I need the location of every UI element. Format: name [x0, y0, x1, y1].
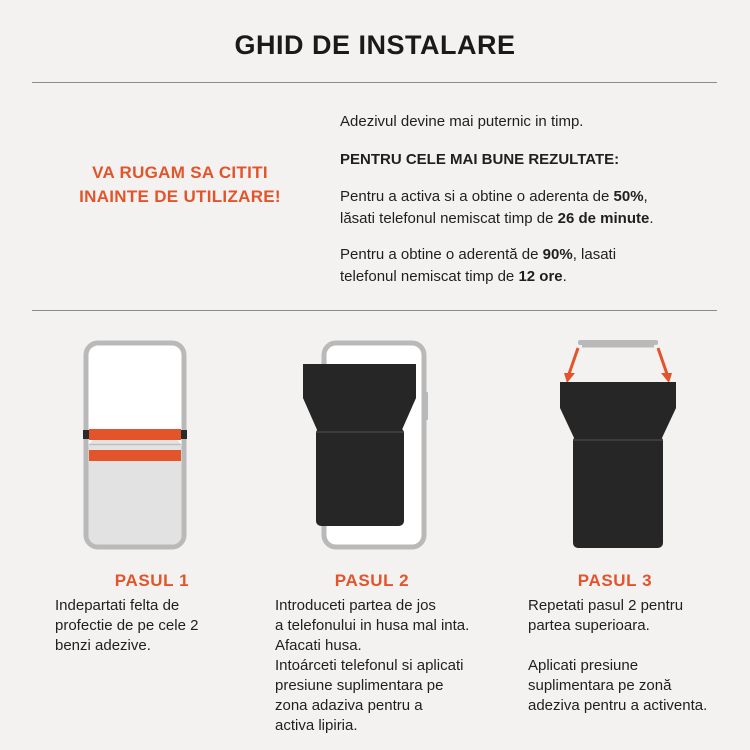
- pouch-body: [573, 436, 663, 548]
- divider-middle: [32, 310, 717, 311]
- adhesive-strip-lower: [89, 450, 181, 461]
- fold-arrow-right-head: [661, 373, 672, 383]
- step-2-illustration: [295, 340, 435, 552]
- info-p1-percent: 50%: [613, 188, 644, 205]
- step-2-title: PASUL 2: [334, 571, 410, 590]
- step-1-text: Indepartati felta de profectie de pe cele 2 benzi adezive.: [55, 597, 199, 654]
- info-p2-text-a: Pentru a obtine o aderentă de: [340, 246, 543, 263]
- step-3-text: Repetati pasul 2 pentru partea superioara. Aplicati presiune suplimentara pe zonă adeziva pentru a activenta.: [528, 597, 708, 714]
- info-p1-text-a: Pentru a activa si a obtine o aderenta de: [340, 188, 614, 205]
- adhesive-strip-upper: [89, 429, 181, 440]
- pouch-body: [316, 428, 404, 526]
- pouch-top-edge: [578, 340, 658, 345]
- info-p2-time: 12 ore: [518, 268, 563, 285]
- step-1-illustration: [80, 340, 190, 552]
- strip-tab-right: [181, 430, 187, 439]
- info-p1-text-c: ,: [643, 188, 648, 205]
- fold-arrow-left: [569, 348, 578, 374]
- phone-side-button: [424, 392, 428, 420]
- info-best-results: PENTRU CELE MAI BUNE REZULTATE:: [340, 151, 620, 168]
- warning-line-2: INAINTE DE UTILIZARE!: [79, 187, 281, 206]
- fold-arrow-left-head: [564, 373, 575, 383]
- info-paragraph-2: [340, 244, 740, 288]
- fold-arrow-right: [658, 348, 667, 374]
- warning-text: [60, 161, 300, 209]
- info-p1-text-f: .: [649, 210, 654, 227]
- divider-top: [32, 82, 717, 83]
- step-3-title: PASUL 3: [577, 571, 653, 590]
- info-p1-text-d: lăsati telefonul nemiscat timp de: [340, 210, 558, 227]
- info-p2-text-c: , lasati: [572, 246, 617, 263]
- info-intro: Adezivul devine mai puternic in timp.: [340, 113, 584, 130]
- info-p2-percent: 90%: [542, 246, 573, 263]
- warning-line-1: VA RUGAM SA CITITI: [92, 163, 268, 182]
- pouch-flap: [560, 382, 676, 440]
- info-p1-time: 26 de minute: [557, 210, 650, 227]
- info-paragraph-1: [340, 186, 740, 230]
- page-title: GHID DE INSTALARE: [234, 30, 516, 60]
- strip-tab-left: [83, 430, 89, 439]
- info-p2-text-d: telefonul nemiscat timp de: [340, 268, 519, 285]
- step-3-illustration: [548, 340, 688, 552]
- step-2-text: Introduceti partea de jos a telefonului in husa mal inta. Afacati husa. Intoárceti telefonul si aplicati presiune suplimentara pe zona adaziva pentru a activa lipiria.: [275, 597, 470, 734]
- pouch-flap: [303, 364, 416, 432]
- info-p2-text-f: .: [562, 268, 567, 285]
- step-1-title: PASUL 1: [114, 571, 190, 590]
